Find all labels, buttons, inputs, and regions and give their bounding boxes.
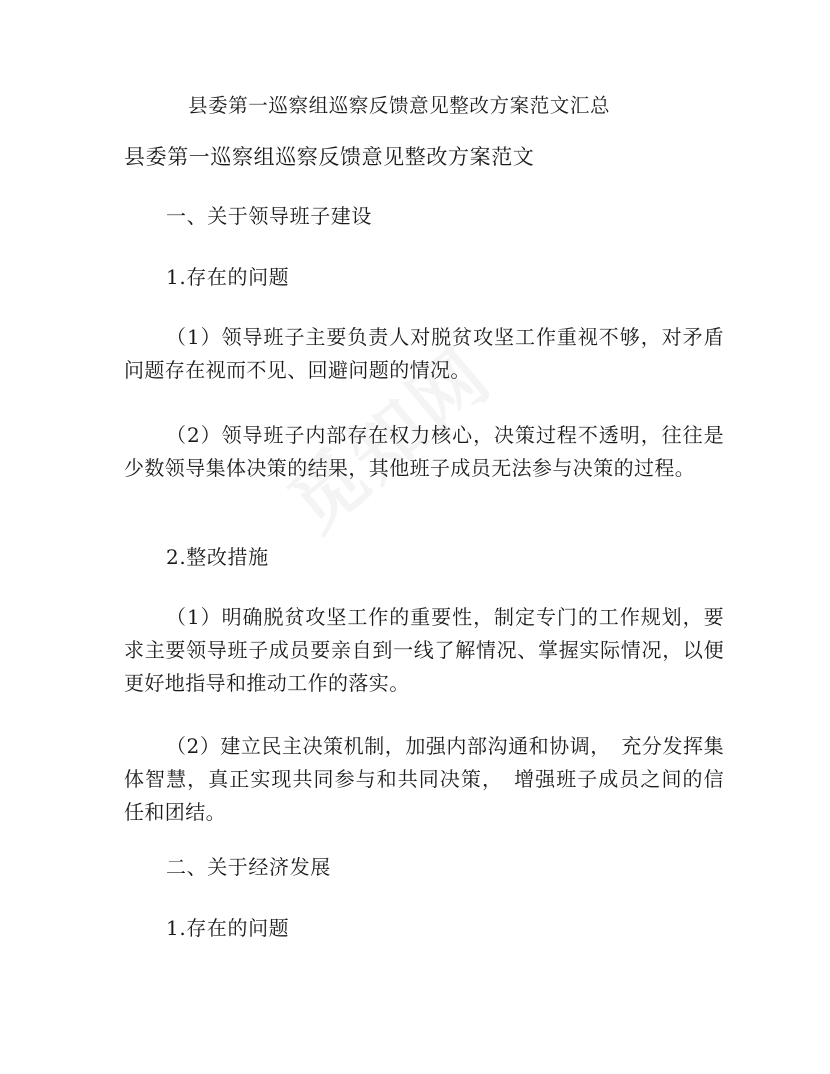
document-subtitle: 县委第一巡察组巡察反馈意见整改方案范文 bbox=[124, 145, 535, 169]
section2-problems-heading: 1.存在的问题 bbox=[166, 916, 290, 940]
section1-measure-1: （1）明确脱贫攻坚工作的重要性，制定专门的工作规划，要求主要领导班子成员要亲自到一线了解情况、掌握实际情况，以便更好地指导和推动工作的落实。 bbox=[124, 605, 724, 695]
section1-problems-heading: 1.存在的问题 bbox=[166, 265, 290, 289]
document-title: 县委第一巡察组巡察反馈意见整改方案范文汇总 bbox=[188, 94, 611, 117]
section1-measure-2: （2）建立民主决策机制，加强内部沟通和协调， 充分发挥集体智慧，真正实现共同参与和共同决策， 增强班子成员之间的信任和团结。 bbox=[124, 734, 724, 824]
section1-heading: 一、关于领导班子建设 bbox=[166, 204, 372, 228]
section2-heading: 二、关于经济发展 bbox=[166, 855, 331, 879]
section1-measures-heading: 2.整改措施 bbox=[166, 545, 269, 569]
section1-problem-1: （1）领导班子主要负责人对脱贫攻坚工作重视不够，对矛盾问题存在视而不见、回避问题的情况。 bbox=[124, 325, 724, 382]
section1-problem-2: （2）领导班子内部存在权力核心，决策过程不透明，往往是少数领导集体决策的结果，其他班子成员无法参与决策的过程。 bbox=[124, 423, 724, 480]
